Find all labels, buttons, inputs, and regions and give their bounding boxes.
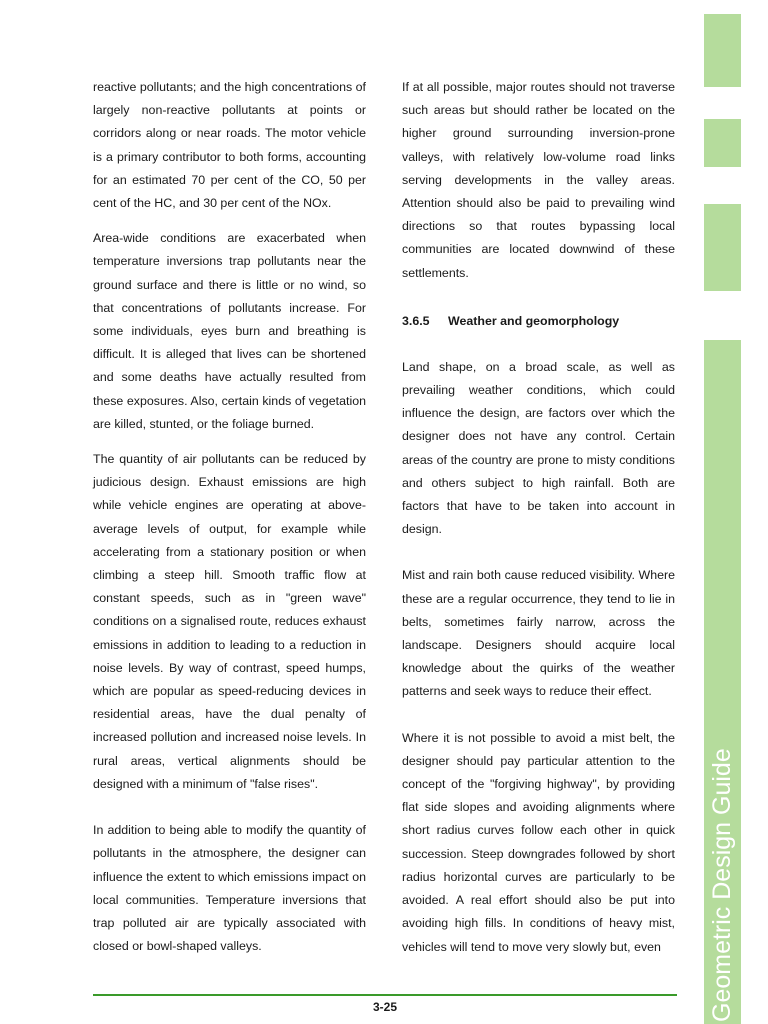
chapter-tab	[704, 119, 741, 167]
side-tab-title: Geometric Design Guide	[708, 748, 736, 1022]
section-number: 3.6.5	[402, 313, 430, 328]
body-paragraph: Mist and rain both cause reduced visibility. Where these are a regular occurrence, they tend to lie in belts, sometimes fairly narrow, across the landscape. Designers should acquire local knowledge about the quirks of the weather patterns and seek ways to reduce their effect.	[402, 568, 675, 699]
body-paragraph: The quantity of air pollutants can be reduced by judicious design. Exhaust emissions are high while vehicle engines are operating at above-average levels of output, for example while accelerating from a stationary position or when climbing a steep hill. Smooth traffic flow at constant speeds, such as in "green wave" conditions on a signalised route, reduces exhaust emissions in addition to leading to a reduction in noise levels. By way of contrast, speed humps, which are popular as speed-reducing devices in residential areas, have the dual penalty of increased pollution and increased noise levels. In rural areas, vertical alignments should be designed with a minimum of "false rises".	[93, 452, 366, 791]
body-paragraph: Area-wide conditions are exacerbated when temperature inversions trap pollutants near the ground surface and there is little or no wind, so that concentrations of pollutants increase. For some individuals, eyes burn and breathing is difficult. It is alleged that lives can be shortened and some deaths have actually resulted from these exposures. Also, certain kinds of vegetation are killed, stunted, or the foliage burned.	[93, 231, 366, 431]
footer-rule	[93, 994, 677, 996]
body-paragraph: In addition to being able to modify the quantity of pollutants in the atmosphere, the designer can influence the extent to which emissions impact on local communities. Temperature inversions that trap polluted air are typically associated with closed or bowl-shaped valleys.	[93, 823, 366, 954]
left-column	[93, 76, 366, 958]
section-title: Weather and geomorphology	[448, 313, 620, 328]
body-paragraph: Land shape, on a broad scale, as well as prevailing weather conditions, which could influence the design, are factors over which the designer does not have any control. Certain areas of the country are prone to misty conditions and others subject to high rainfall. Both are factors that have to be taken into account in design.	[402, 359, 675, 537]
chapter-tab	[704, 14, 741, 87]
page-number: 3-25	[372, 1000, 398, 1014]
section-heading	[402, 310, 675, 333]
chapter-tab	[704, 204, 741, 291]
body-paragraph: Where it is not possible to avoid a mist belt, the designer should pay particular attention to the concept of the "forgiving highway", by providing flat side slopes and avoiding alignments where short radius curves follow each other in quick succession. Steep downgrades followed by short radius horizontal curves are particularly to be avoided. A real effort should also be put into avoiding high fills. In conditions of heavy mist, vehicles will tend to move very slowly but, even	[402, 730, 675, 954]
body-paragraph: If at all possible, major routes should not traverse such areas but should rather be located on the higher ground surrounding inversion-prone valleys, with relatively low-volume road links serving developments in the valley areas. Attention should also be paid to prevailing wind directions so that routes bypassing local communities are located downwind of these settlements.	[402, 80, 675, 280]
right-column	[402, 76, 675, 959]
body-paragraph: reactive pollutants; and the high concentrations of largely non-reactive pollutants at points or corridors along or near roads. The motor vehicle is a primary contributor to both forms, accounting for an estimated 70 per cent of the CO, 50 per cent of the HC, and 30 per cent of the NOx.	[93, 80, 366, 211]
